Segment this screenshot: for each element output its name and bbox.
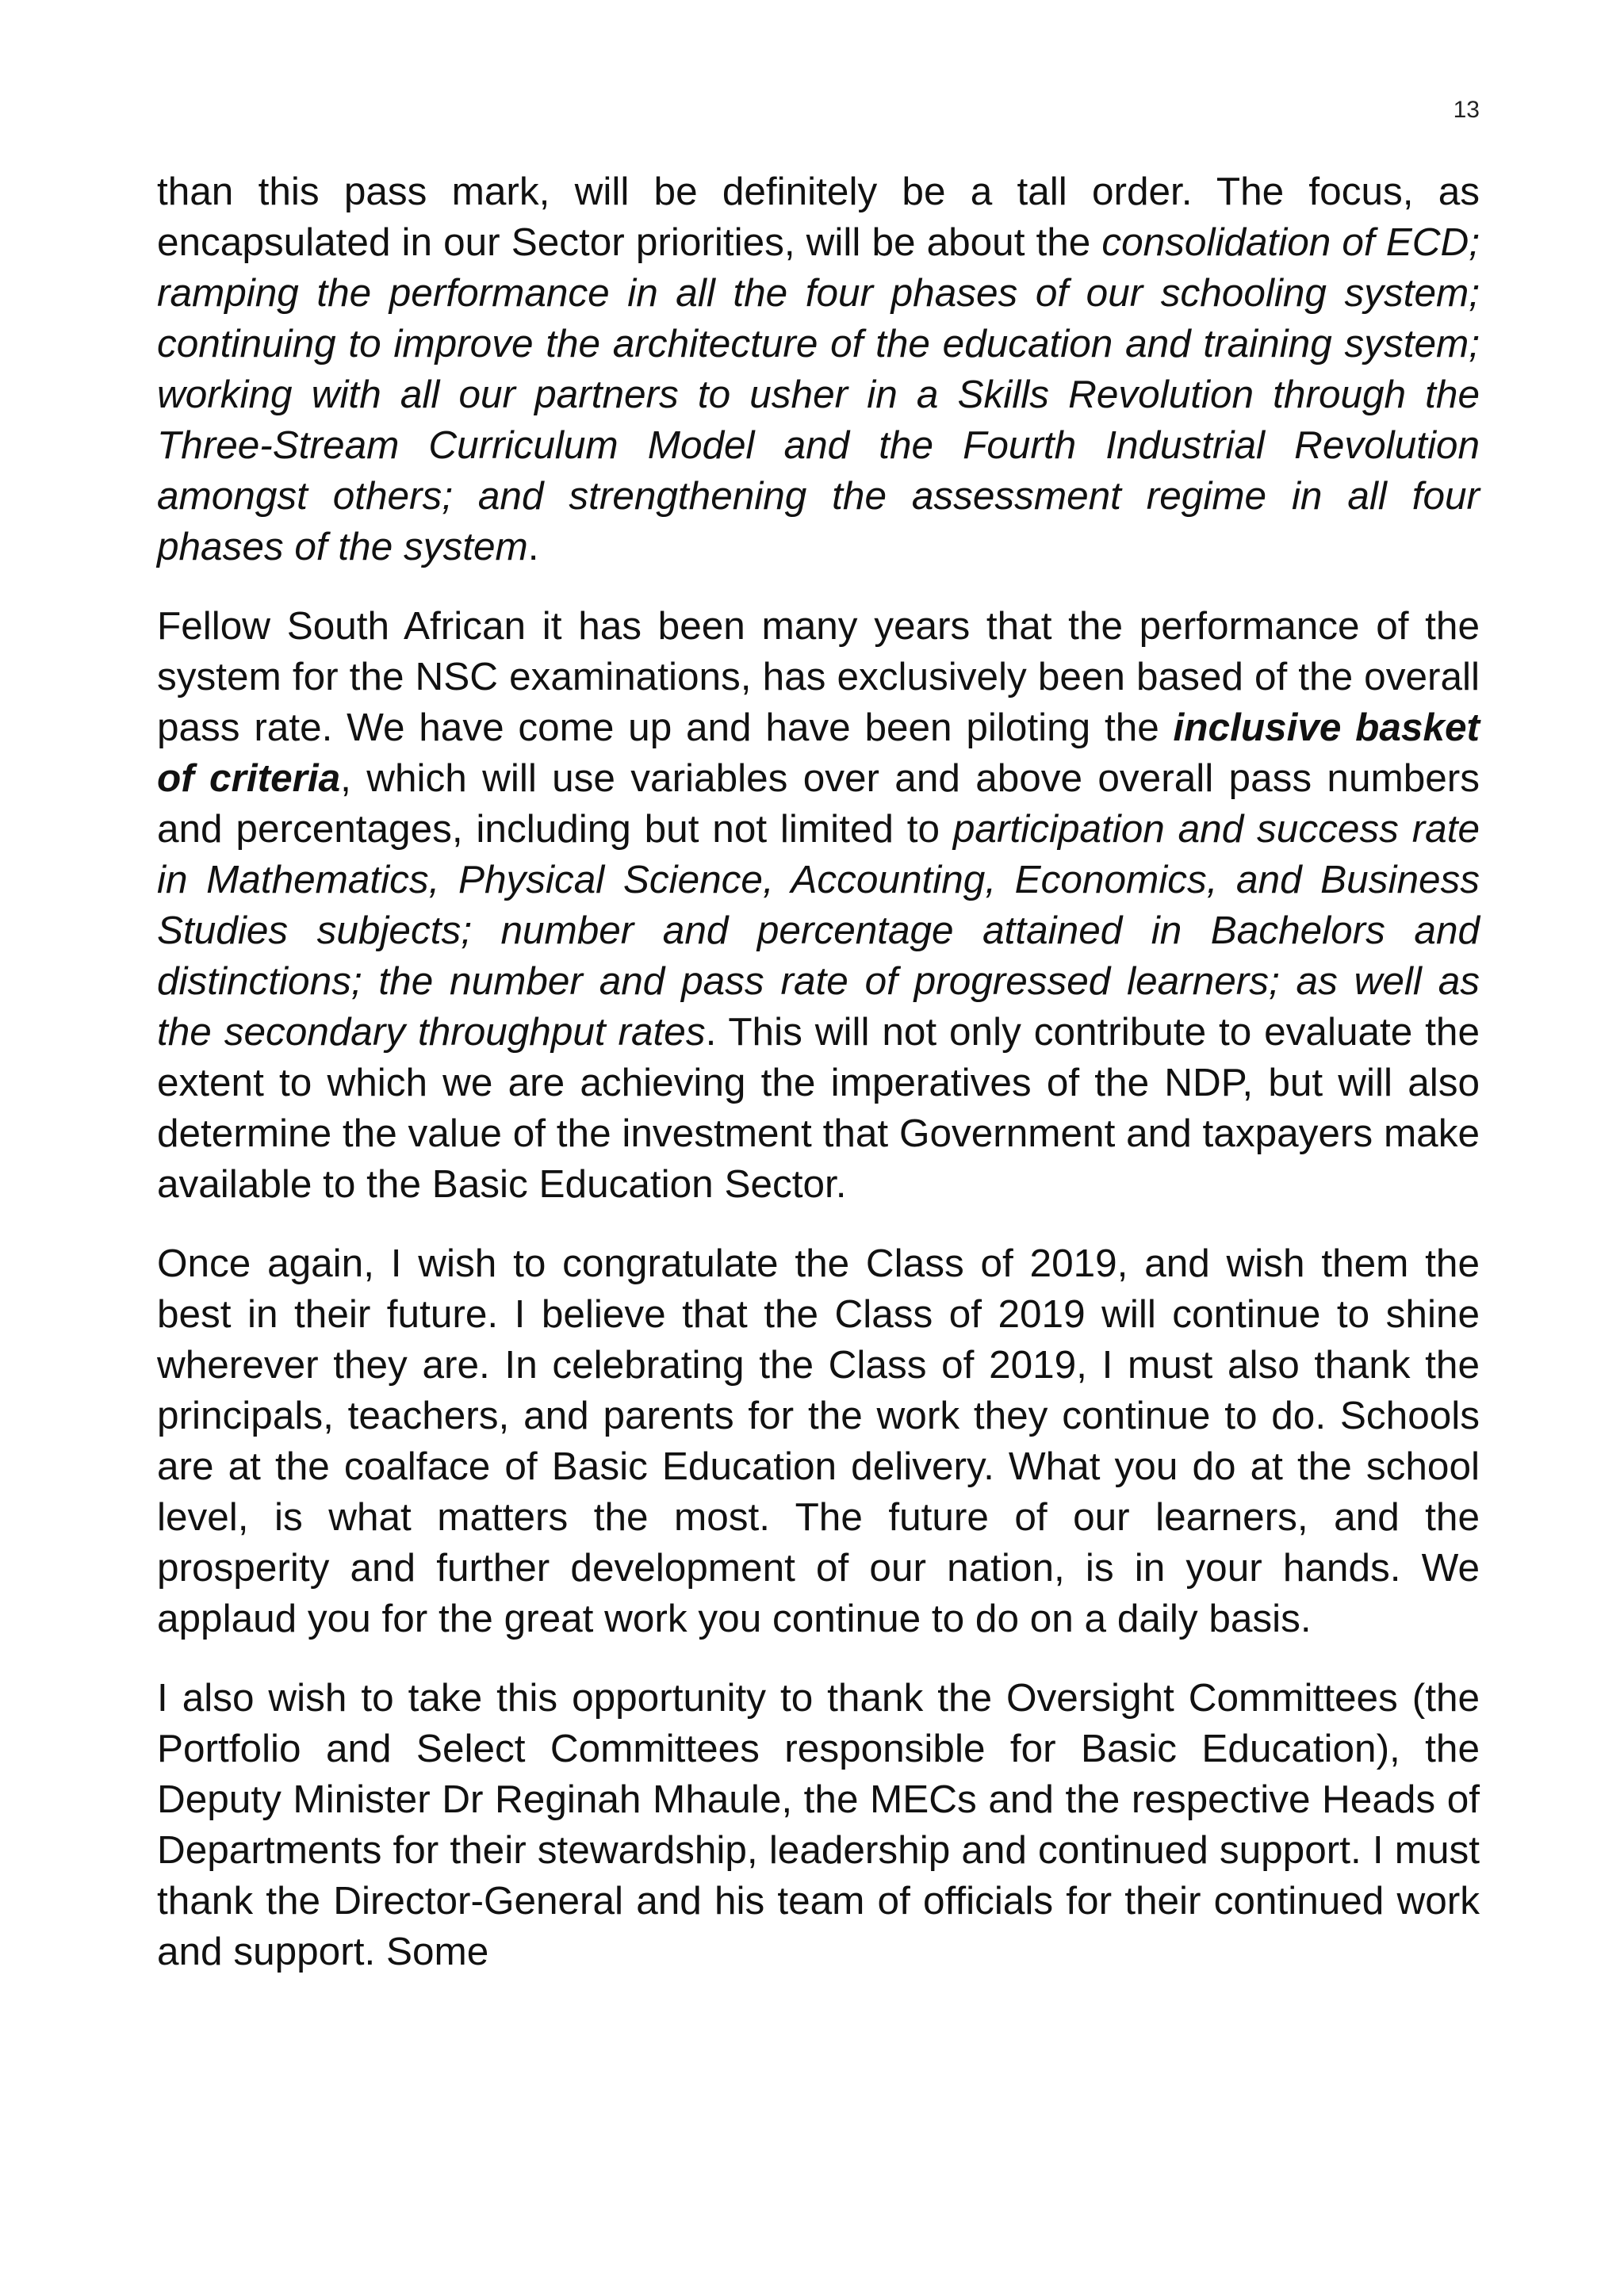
paragraph-text: than this pass mark, will be definitely be a tall order. The focus, as encapsulated in our Sector priorities, will be about the [157,170,1480,264]
paragraph-text: I also wish to take this opportunity to thank the Oversight Committees (the Portfolio and Select Committees responsible for Basic Education), the Deputy Minister Dr Reginah Mhaule, the MECs and the respective Heads of Departments for their stewardship, leadership and continued support. I must thank the Director-General and his team of officials for their continued work and support. Some [157,1676,1480,1973]
paragraph-inclusive-basket [157,601,1480,1210]
document-body [157,166,1480,2006]
paragraph-text: Fellow South African it has been many years that the performance of the system for the NSC examinations, has exclusively been based of the overall pass rate. We have come up and have been piloting the [157,604,1480,749]
italic-text: participation and success rate in Mathematics, Physical Science, Accounting, Economics, and Business Studies subjects; number and percentage attained in Bachelors and distinctions; the number and pass rate of progressed learners; as well as the secondary throughput rates [157,807,1480,1054]
paragraph-text: , which will use variables over and above overall pass numbers and percentages, including but not limited to [157,756,1480,851]
paragraph-text: . This will not only contribute to evaluate the extent to which we are achieving the imperatives of the NDP, but will also determine the value of the investment that Government and taxpayers make available to the Basic Education Sector. [157,1010,1480,1206]
italic-text: consolidation of ECD; ramping the performance in all the four phases of our schooling system; continuing to improve the architecture of the education and training system; working with all our partners to usher in a Skills Revolution through the Three-Stream Curriculum Model and the Fourth Industrial Revolution amongst others; and strengthening the assessment regime in all four phases of the system [157,220,1480,568]
page-number: 13 [1453,97,1480,123]
paragraph-text: Once again, I wish to congratulate the Class of 2019, and wish them the best in their future. I believe that the Class of 2019 will continue to shine wherever they are. In celebrating the Class of 2019, I must also thank the principals, teachers, and parents for the work they continue to do. Schools are at the coalface of Basic Education delivery. What you do at the school level, is what matters the most. The future of our learners, and the prosperity and further development of our nation, is in your hands. We applaud you for the great work you continue to do on a daily basis. [157,1242,1480,1640]
paragraph-text: . [527,525,539,568]
paragraph-congratulations [157,1238,1480,1644]
paragraph-focus-priorities [157,166,1480,572]
bold-italic-text: inclusive basket of criteria [157,706,1480,800]
paragraph-thanks [157,1673,1480,1977]
